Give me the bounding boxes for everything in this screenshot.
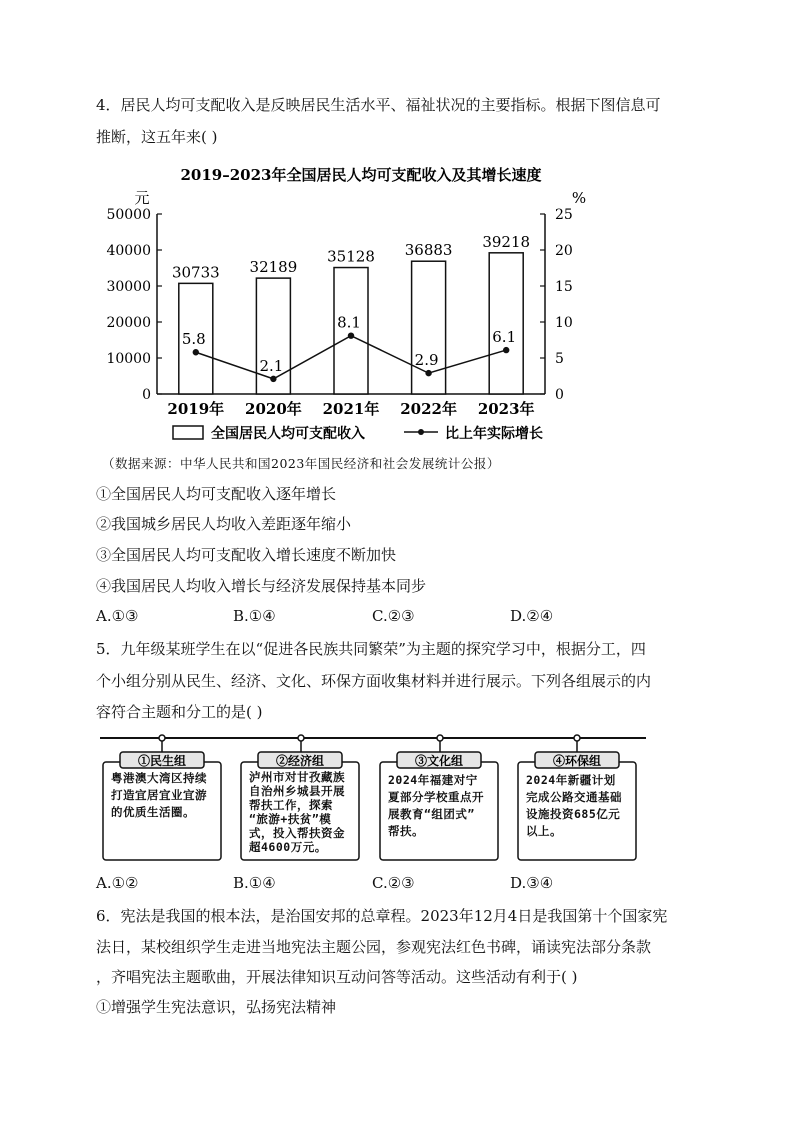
card-2-text: 泸州市对甘孜藏族 自治州乡城县开展 帮扶工作，探索 “旅游+扶贫”模 式，投入帮扶资金 超4600万元。 <box>249 770 345 854</box>
timeline-node-1 <box>159 735 165 741</box>
q4-option-d[interactable]: D.②④ <box>510 607 554 625</box>
timeline-node-4 <box>574 735 580 741</box>
q5-stem-line1: 5．九年级某班学生在以“促进各民族共同繁荣”为主题的探究学习中，根据分工，四 <box>96 640 646 658</box>
q4-statement-2: ②我国城乡居民人均收入差距逐年缩小 <box>96 515 352 533</box>
card-1-text: 粤港澳大湾区持续 打造宜居宜业宜游 的优质生活圈。 <box>111 771 207 819</box>
left-tick-label: 20000 <box>106 315 151 331</box>
growth-label: 6.1 <box>492 328 517 347</box>
income-bar-label: 39218 <box>482 232 531 251</box>
q4-statement-3: ③全国居民人均可支配收入增长速度不断加快 <box>96 546 397 564</box>
timeline-node-2 <box>298 735 304 741</box>
q6-line1: 6．宪法是我国的根本法，是治国安邦的总章程。2023年12月4日是我国第十个国家宪 <box>96 907 668 925</box>
right-axis-unit: % <box>571 189 587 207</box>
legend-bar-swatch <box>173 426 203 439</box>
card-1-title: ①民生组 <box>137 754 187 768</box>
left-tick-label: 40000 <box>106 243 151 259</box>
income-bar-label: 30733 <box>171 263 220 282</box>
growth-label: 5.8 <box>181 330 206 349</box>
card-3-title: ③文化组 <box>414 754 464 768</box>
growth-point <box>193 349 199 355</box>
x-tick-label: 2023年 <box>477 400 535 418</box>
x-tick-label: 2022年 <box>400 400 457 418</box>
q5-option-d[interactable]: D.③④ <box>510 874 554 892</box>
growth-point <box>348 332 354 338</box>
card-3-text: 2024年福建对宁 夏部分学校重点开 展教育“组团式” 帮扶。 <box>388 773 484 838</box>
q5-option-c[interactable]: C.②③ <box>372 874 415 892</box>
growth-label: 2.1 <box>259 356 284 375</box>
chart-title: 2019–2023年全国居民人均可支配收入及其增长速度 <box>180 166 542 184</box>
income-bar-label: 35128 <box>327 247 375 266</box>
data-source-note: （数据来源：中华人民共和国2023年国民经济和社会发展统计公报） <box>102 456 500 471</box>
q4-option-c[interactable]: C.②③ <box>372 607 415 625</box>
left-tick-label: 30000 <box>106 279 151 295</box>
legend-line-marker <box>418 429 424 435</box>
right-tick-label: 20 <box>555 243 573 259</box>
legend-line-label: 比上年实际增长 <box>445 426 543 442</box>
q4-statement-1: ①全国居民人均可支配收入逐年增长 <box>96 485 337 503</box>
left-tick-label: 10000 <box>106 351 151 367</box>
growth-point <box>425 370 431 376</box>
legend-bar-label: 全国居民人均可支配收入 <box>211 426 365 442</box>
income-chart <box>0 0 794 450</box>
right-tick-label: 25 <box>555 207 573 223</box>
right-tick-label: 10 <box>555 315 573 331</box>
growth-label: 2.9 <box>414 351 439 370</box>
q5-stem-line2: 个小组分别从民生、经济、文化、环保方面收集材料并进行展示。下列各组展示的内 <box>96 672 652 690</box>
q5-options <box>96 874 696 896</box>
q5-option-a[interactable]: A.①② <box>96 874 139 892</box>
x-tick-label: 2020年 <box>245 400 302 418</box>
right-tick-label: 15 <box>555 279 573 295</box>
growth-point <box>270 376 276 382</box>
q4-stem-line2: 推断，这五年来( ) <box>96 128 218 146</box>
left-tick-label: 50000 <box>106 207 151 223</box>
growth-label: 8.1 <box>337 313 361 332</box>
card-4-title: ④环保组 <box>552 754 602 768</box>
left-tick-label: 0 <box>142 387 151 403</box>
timeline-node-3 <box>437 735 443 741</box>
growth-point <box>503 347 509 353</box>
card-4-text: 2024年新疆计划 完成公路交通基础 设施投资685亿元 以上。 <box>526 773 622 838</box>
q4-option-b[interactable]: B.①④ <box>233 607 276 625</box>
income-bar-label: 32189 <box>249 258 298 277</box>
right-tick-label: 0 <box>555 387 564 403</box>
q6-line3: ，齐唱宪法主题歌曲，开展法律知识互动问答等活动。这些活动有利于( ) <box>96 968 578 986</box>
right-tick-label: 5 <box>555 351 564 367</box>
q6-line4: ①增强学生宪法意识，弘扬宪法精神 <box>96 998 337 1016</box>
x-tick-label: 2021年 <box>322 400 380 418</box>
income-bar <box>489 253 523 394</box>
q5-stem-line3: 容符合主题和分工的是( ) <box>96 703 263 721</box>
income-bar-label: 36883 <box>404 241 453 260</box>
q4-options <box>96 607 696 629</box>
q4-option-a[interactable]: A.①③ <box>96 607 139 625</box>
q4-statement-4: ④我国居民人均收入增长与经济发展保持基本同步 <box>96 577 427 595</box>
card-2-title: ②经济组 <box>275 754 325 768</box>
q5-option-b[interactable]: B.①④ <box>233 874 276 892</box>
q6-line2: 法日，某校组织学生走进当地宪法主题公园，参观宪法红色书碑，诵读宪法部分条款 <box>96 938 652 956</box>
q4-stem-line1: 4．居民人均可支配收入是反映居民生活水平、福祉状况的主要指标。根据下图信息可 <box>96 96 661 114</box>
left-axis-unit: 元 <box>134 189 150 207</box>
x-tick-label: 2019年 <box>167 400 225 418</box>
